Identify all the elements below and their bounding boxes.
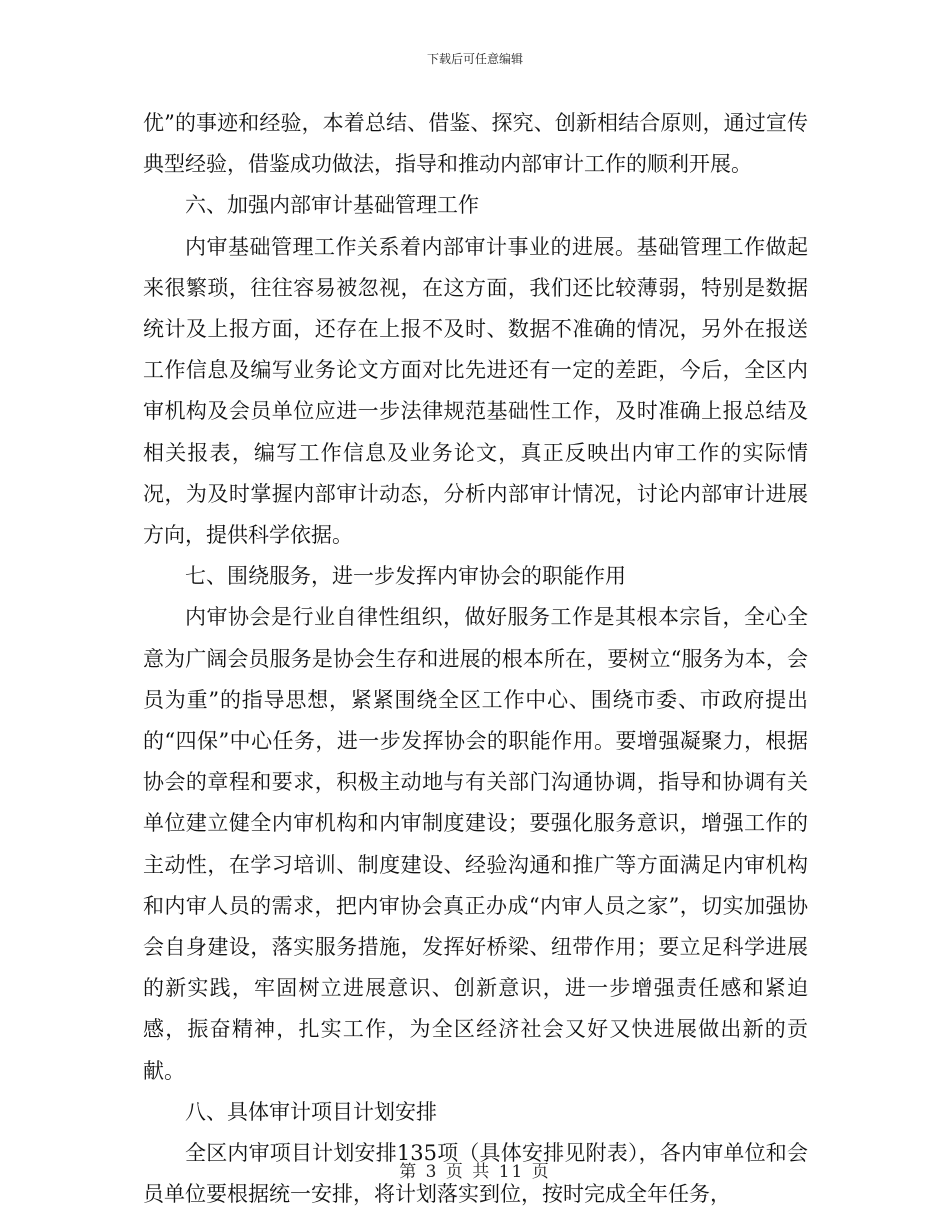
page-header: 下载后可任意编辑 <box>426 52 523 66</box>
document-body <box>143 103 808 1215</box>
paragraph-audit-plan: 全区内审项目计划安排135项（具体安排见附表），各内审单位和会员单位要根据统一安排，将计划落实到位，按时完成全年任务， <box>143 1141 808 1207</box>
section-heading-6: 六、加强内部审计基础管理工作 <box>185 193 479 218</box>
paragraph-basic-management: 内审基础管理工作关系着内部审计事业的进展。基础管理工作做起来很繁琐，往往容易被忽视，在这方面，我们还比较薄弱，特别是数据统计及上报方面，还存在上报不及时、数据不准确的情况，另外在报送工作信息及编写业务论文方面对比先进还有一定的差距，今后，全区内审机构及会员单位应进一步法律规范基础性工作，及时准确上报总结及相关报表，编写工作信息及业务论文，真正反映出内审工作的实际情况，为及时掌握内部审计动态，分析内部审计情况，讨论内部审计进展方向，提供科学依据。 <box>143 234 808 548</box>
section-heading-7: 七、围绕服务，进一步发挥内审协会的职能作用 <box>185 564 626 589</box>
section-heading-8: 八、具体审计项目计划安排 <box>185 1099 437 1124</box>
paragraph-association-service: 内审协会是行业自律性组织，做好服务工作是其根本宗旨，全心全意为广阔会员服务是协会生存和进展的根本所在，要树立“服务为本，会员为重”的指导思想，紧紧围绕全区工作中心、围绕市委、市政府提出的“四保”中心任务，进一步发挥协会的职能作用。要增强凝聚力，根据协会的章程和要求，积极主动地与有关部门沟通协调，指导和协调有关单位建立健全内审机构和内审制度建设；要强化服务意识，增强工作的主动性，在学习培训、制度建设、经验沟通和推广等方面满足内审机构和内审人员的需求，把内审协会真正办成“内审人员之家”，切实加强协会自身建设，落实服务措施，发挥好桥梁、纽带作用；要立足科学进展的新实践，牢固树立进展意识、创新意识，进一步增强责任感和紧迫感，振奋精神，扎实工作，为全区经济社会又好又快进展做出新的贡献。 <box>143 605 808 1083</box>
page-footer: 第 3 页 共 11 页 <box>399 1162 551 1182</box>
paragraph-continuation: 优”的事迹和经验，本着总结、借鉴、探究、创新相结合原则，通过宣传典型经验，借鉴成功做法，指导和推动内部审计工作的顺利开展。 <box>143 111 808 177</box>
